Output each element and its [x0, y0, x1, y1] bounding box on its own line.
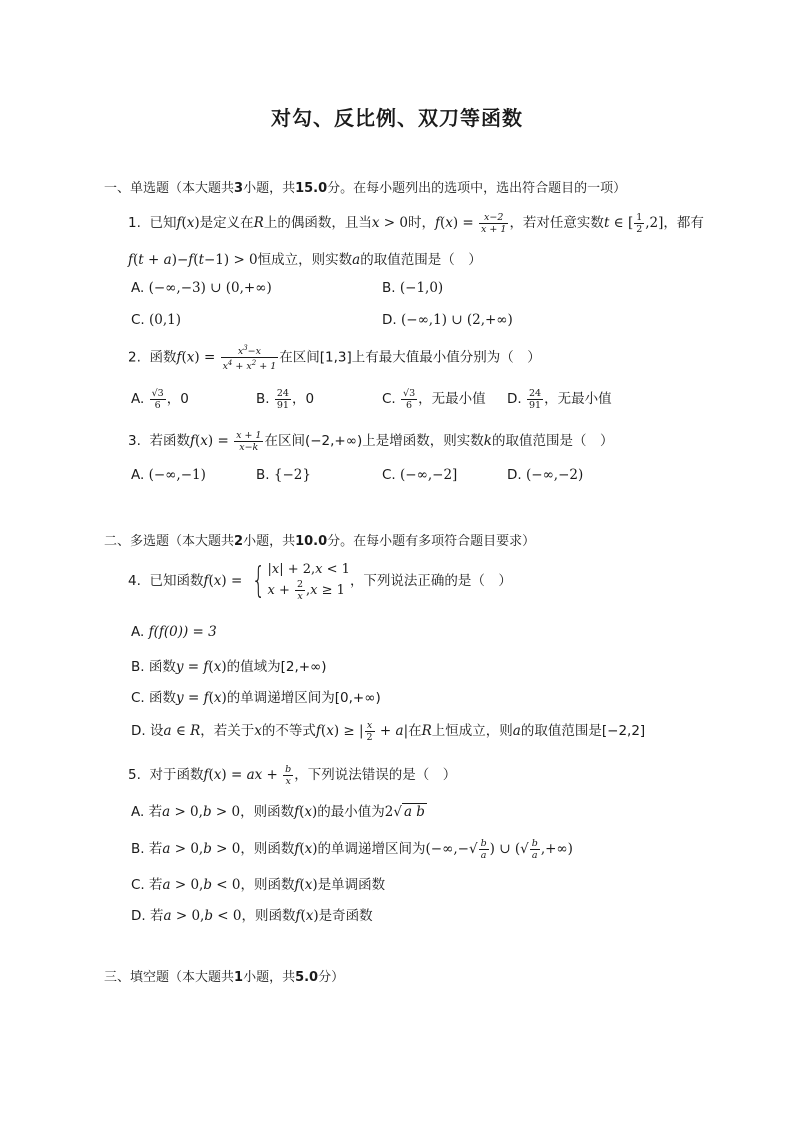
q4-option-b-label: B. [131, 659, 145, 675]
q1-text-3: 上的偶函数，且当 [263, 215, 372, 231]
q2-option-b[interactable] [256, 387, 314, 411]
section-2-header [104, 530, 535, 549]
q2-stem: 2. 函数f(x) = $\frac{x^3-x}{x^4 + x^2 + 1}$ 在区间[1,3]上有最大值最小值分别为（ ） [128, 344, 541, 373]
section-2-suffix: 分。在每小题有多项符合题目要求） [327, 534, 536, 549]
q3-option-b[interactable] [256, 467, 311, 483]
q4-piecewise-cases: |x| + 2,x < 1 x + $\frac{2}{x}$ ,x ≥ 1 [267, 562, 350, 602]
q1-line2-text-b: 的取值范围是（ ） [360, 252, 482, 268]
q4-option-b-text-2: 的值域为[2,+∞) [226, 659, 327, 675]
q5-option-d-text-3: 是奇函数 [318, 908, 373, 924]
q4-option-b-text-1: 函数 [148, 659, 176, 675]
q5-option-a-label: A. [131, 804, 145, 820]
section-3-prefix: 三、填空题（本大题共 [104, 970, 235, 985]
q3-option-d[interactable] [507, 467, 583, 483]
q3-option-a[interactable] [131, 467, 206, 483]
q5-option-c-text-1: 若 [149, 877, 163, 893]
q2-option-b-label: B. [256, 391, 270, 407]
q3-option-c-label: C. [382, 467, 396, 483]
q1-math-fx: f [176, 215, 182, 231]
q5-option-c-label: C. [131, 877, 145, 893]
q5-option-a-text-1: 若 [148, 804, 163, 820]
q2-option-d-tail: ，无最小值 [544, 391, 612, 407]
section-3-mid: 小题，共 [243, 970, 296, 985]
q1-text-1: 已知 [149, 215, 177, 231]
q3-text-1: 若函数 [149, 433, 190, 449]
q1-text-5: ，若对任意实数 [509, 215, 604, 231]
q1-half-fraction: $\frac{1}{2}$ [636, 211, 643, 235]
q2-option-c-tail: ，无最小值 [418, 391, 486, 407]
q2-number: 2. [128, 349, 141, 366]
q1-option-d[interactable] [382, 312, 513, 328]
q4-option-d-text-6: 的取值范围是[−2,2] [520, 723, 646, 739]
q4-stem: 4. 已知函数f(x) = { |x| + 2,x < 1 x + $\frac{2}{x}$ ,x ≥ 1 ，下列说法正确的是（ ） [128, 560, 512, 602]
q3-text-3: 的取值范围是（ ） [491, 433, 614, 449]
q4-option-d-text-1: 设 [149, 723, 164, 739]
q3-text-2: 在区间(−2,+∞)上是增函数，则实数 [264, 433, 484, 449]
q2-text-2: 在区间[1,3]上有最大值最小值分别为（ ） [279, 349, 541, 366]
q1-option-b[interactable] [382, 280, 443, 296]
q4-option-d-text-5: 上恒成立，则 [431, 723, 513, 739]
section-1-score: 15.0 [295, 181, 328, 196]
q1-option-a-label: A. [131, 280, 145, 296]
q2-option-c-fraction: $\frac{√3}{6}$ [403, 387, 416, 411]
q5-option-d-text-1: 若 [149, 908, 164, 924]
q2-option-d-fraction: $\frac{24}{91}$ [528, 387, 542, 411]
q4-text-1: 已知函数 [149, 573, 204, 589]
q4-option-c[interactable]: C. 函数y = f(x)的单调递增区间为[0,+∞) [131, 690, 381, 706]
q4-option-d-label: D. [131, 723, 146, 739]
q5-option-b-text-3: 的单调递增区间为 [317, 841, 426, 857]
section-2-count: 2 [234, 534, 244, 549]
q5-option-c-text-2: ，则函数 [240, 877, 295, 893]
page-title: 对勾、反比例、双刀等函数 [271, 106, 523, 130]
q4-option-d-text-2: ，若关于 [200, 723, 255, 739]
q4-option-a-text: f(f(0)) = 3 [148, 624, 217, 640]
q3-stem: 3. 若函数f(x) = $\frac{x + 1}{x-k}$ 在区间(−2,+∞)上是增函数，则实数k的取值范围是（ ） [128, 429, 614, 453]
section-3-suffix: 分） [318, 970, 345, 985]
q3-number: 3. [128, 433, 141, 449]
q2-option-d[interactable] [507, 387, 612, 411]
q1-option-a[interactable] [131, 280, 272, 296]
q1-text-6: ，都有 [663, 215, 704, 231]
q2-option-a-fraction: $\frac{√3}{6}$ [151, 387, 164, 411]
q3-option-b-text: {−2} [273, 467, 311, 483]
q5-option-d-text-2: ，则函数 [241, 908, 296, 924]
q4-option-c-text-1: 函数 [149, 690, 177, 706]
q5-option-b-label: B. [131, 841, 145, 857]
section-1-count: 3 [234, 181, 244, 196]
q2-option-b-tail: ，0 [291, 391, 315, 407]
q4-option-d-text-4: 在 [408, 723, 422, 739]
q1-stem-line2: f(t + a)−f(t−1) > 0恒成立，则实数a的取值范围是（ ） [128, 252, 482, 268]
q5-stem: 5. 对于函数f(x) = ax + $\frac{b}{x}$ ，下列说法错误的是（ ） [128, 763, 457, 787]
q5-option-b-text-1: 若 [148, 841, 163, 857]
q2-option-a-label: A. [131, 391, 145, 407]
q4-option-a[interactable] [131, 624, 217, 640]
section-2-prefix: 二、多选题（本大题共 [104, 534, 235, 549]
q4-piecewise-brace: { [251, 560, 265, 601]
q4-option-c-label: C. [131, 690, 145, 706]
q2-option-a[interactable] [131, 387, 189, 411]
section-2-score: 10.0 [295, 534, 328, 549]
q1-option-b-text: (−1,0) [399, 280, 444, 296]
q3-option-a-text: (−∞,−1) [148, 467, 206, 483]
section-3-count: 1 [234, 970, 244, 985]
q1-option-d-text: (−∞,1) ∪ (2,+∞) [400, 312, 513, 328]
q5-option-c[interactable]: C. 若a > 0,b < 0，则函数f(x)是单调函数 [131, 877, 386, 893]
q3-option-d-text: (−∞,−2) [525, 467, 584, 483]
q1-number: 1. [128, 215, 141, 231]
q1-text-4: 时， [407, 215, 435, 231]
q5-option-a-text-2: ，则函数 [240, 804, 295, 820]
section-1-suffix: 分。在每小题列出的选项中，选出符合题目的一项） [327, 181, 627, 196]
q3-option-c-text: (−∞,−2] [400, 467, 458, 483]
q3-option-b-label: B. [256, 467, 270, 483]
q2-option-c-label: C. [382, 391, 396, 407]
q1-option-a-text: (−∞,−3) ∪ (0,+∞) [148, 280, 272, 296]
section-1-header [104, 177, 626, 196]
q2-option-a-tail: ，0 [166, 391, 189, 407]
q1-fraction: $\frac{x-2}{x + 1}$ [481, 211, 507, 235]
q5-option-d[interactable]: D. 若a > 0,b < 0，则函数f(x)是奇函数 [131, 908, 373, 924]
q5-number: 5. [128, 767, 141, 783]
q5-option-a[interactable]: A. 若a > 0,b > 0，则函数f(x)的最小值为2√ a b [131, 800, 427, 820]
section-2-mid: 小题，共 [243, 534, 296, 549]
section-3-header [104, 966, 344, 985]
q5-option-b-text-2: ，则函数 [240, 841, 295, 857]
q1-text-2: 是定义在 [199, 215, 254, 231]
q4-option-a-label: A. [131, 624, 145, 640]
q1-option-b-label: B. [382, 280, 396, 296]
q4-option-c-text-2: 的单调递增区间为[0,+∞) [226, 690, 381, 706]
q2-option-b-fraction: $\frac{24}{91}$ [276, 387, 289, 411]
q2-option-c[interactable] [382, 387, 486, 411]
section-3-score: 5.0 [295, 970, 319, 985]
q3-option-d-label: D. [507, 467, 522, 483]
q5-option-b[interactable]: B. 若a > 0,b > 0，则函数f(x)的单调递增区间为(−∞,−√ $\frac{b}{a}$ ) ∪ (√ $\frac{b}{a}$ ,+∞) [131, 837, 573, 861]
section-1-prefix: 一、单选题（本大题共 [104, 181, 235, 196]
q5-fraction: $\frac{b}{x}$ [285, 763, 292, 787]
q2-text-1: 函数 [149, 349, 177, 366]
q1-option-d-label: D. [382, 312, 397, 328]
q5-text-2: ，下列说法错误的是（ ） [294, 767, 457, 783]
q4-number: 4. [128, 573, 141, 589]
q2-option-d-label: D. [507, 391, 522, 407]
q3-option-a-label: A. [131, 467, 145, 483]
q1-stem-line1: 1. 已知f(x)是定义在R上的偶函数，且当x > 0时，f(x) = $\frac{x-2}{x + 1}$ ，若对任意实数t ∈ [ $\frac{1}{2}$ ,2]，都有 [128, 211, 704, 235]
q1-option-c[interactable] [131, 312, 181, 328]
q3-option-c[interactable] [382, 467, 457, 483]
q1-line2-text-a: 恒成立，则实数 [257, 252, 353, 268]
q5-text-1: 对于函数 [149, 767, 204, 783]
q5-option-d-label: D. [131, 908, 146, 924]
q2-fraction: $\frac{x^3-x}{x^4 + x^2 + 1}$ [222, 344, 277, 373]
q4-option-d[interactable]: D. 设a ∈ R，若关于x的不等式f(x) ≥ | $\frac{x}{2}$ + a|在R上恒成立，则a的取值范围是[−2,2] [131, 719, 646, 743]
section-1-mid: 小题，共 [243, 181, 296, 196]
q4-option-d-text-3: 的不等式 [261, 723, 316, 739]
q5-option-c-text-3: 是单调函数 [317, 877, 386, 893]
q1-option-c-text: (0,1) [149, 312, 182, 328]
q5-option-a-text-3: 的最小值为 [317, 804, 385, 820]
q1-option-c-label: C. [131, 312, 145, 328]
q4-option-b[interactable]: B. 函数y = f(x)的值域为[2,+∞) [131, 659, 327, 675]
q4-text-2: ，下列说法正确的是（ ） [349, 573, 512, 589]
q3-fraction: $\frac{x + 1}{x-k}$ [236, 429, 262, 453]
